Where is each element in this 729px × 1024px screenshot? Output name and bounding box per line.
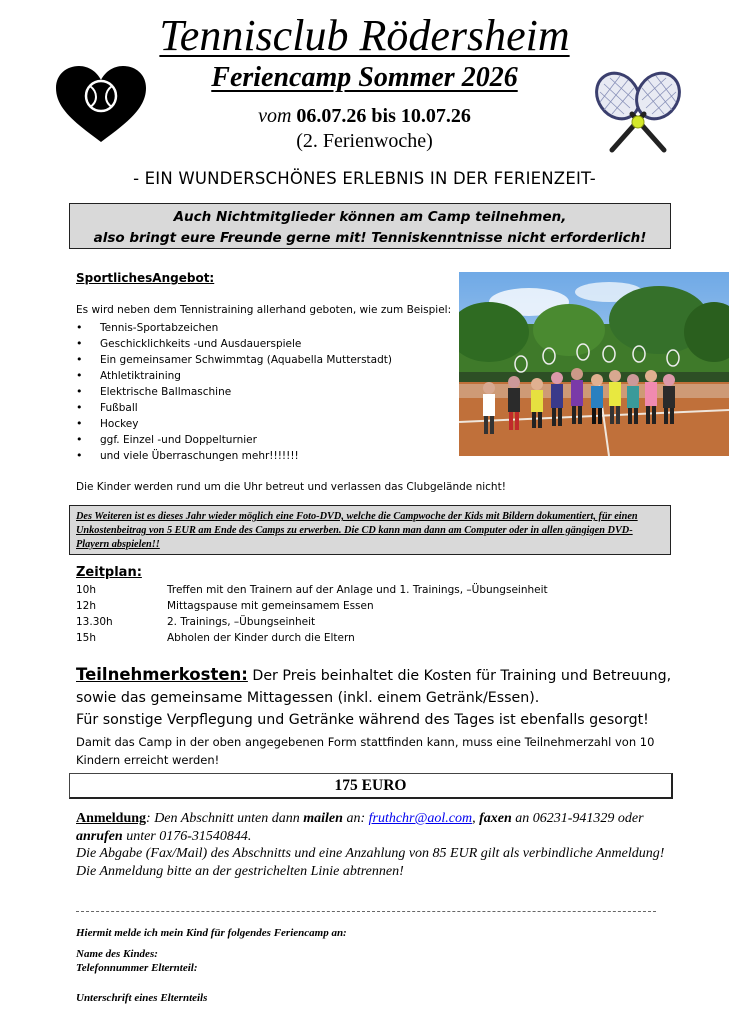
notice-line-1: Auch Nichtmitglieder können am Camp teilnehmen,	[173, 209, 567, 225]
slogan: - EIN WUNDERSCHÖNES ERLEBNIS IN DER FERIENZEIT-	[133, 169, 596, 188]
week-note: (2. Ferienwoche)	[296, 130, 433, 152]
list-item: • Athletiktraining	[76, 368, 392, 384]
list-item: • und viele Überraschungen mehr!!!!!!!	[76, 448, 392, 464]
schedule-row	[76, 582, 548, 598]
fax-word: faxen	[479, 811, 512, 826]
list-item: • ggf. Einzel -und Doppelturnier	[76, 432, 392, 448]
registration-binding-note: Die Abgabe (Fax/Mail) des Abschnitts und eine Anzahlung von 85 EUR gilt als verbindliche Anmeldung! Die Anmeldung bitte an der gestrichelten Linie abtrennen!	[76, 846, 665, 879]
registration-part: ,	[472, 811, 480, 826]
list-item: • Tennis-Sportabzeichen	[76, 320, 392, 336]
registration-part: an:	[342, 811, 369, 826]
form-child-name: Name des Kindes:	[76, 948, 158, 960]
notice-line-2: also bringt eure Freunde gerne mit! Tenniskenntnisse nicht erforderlich!	[93, 230, 647, 246]
sport-intro: Es wird neben dem Tennistraining allerhand geboten, wie zum Beispiel:	[76, 304, 452, 316]
list-item: • Geschicklichkeits -und Ausdauerspiele	[76, 336, 392, 352]
call-word: anrufen	[76, 828, 123, 844]
sport-list	[76, 320, 392, 464]
supervision-note: Die Kinder werden rund um die Uhr betreut und verlassen das Clubgelände nicht!	[76, 481, 506, 493]
form-intro: Hiermit melde ich mein Kind für folgendes Feriencamp an:	[76, 927, 347, 939]
dates-range: 06.07.26 bis 10.07.26	[296, 105, 471, 127]
schedule-text: Mittagspause mit gemeinsamem Essen	[167, 600, 374, 612]
costs-text-1: Der Preis beinhaltet die Kosten für Training und Betreuung, sowie das gemeinsame Mittagessen (inkl. einem Getränk/Essen).	[76, 668, 672, 706]
registration-heading: Anmeldung	[76, 811, 147, 826]
schedule-text: Abholen der Kinder durch die Eltern	[167, 632, 355, 644]
schedule-text: Treffen mit den Trainern auf der Anlage und 1. Trainings, –Übungseinheit	[167, 584, 548, 596]
sport-heading: SportlichesAngebot:	[76, 271, 215, 285]
registration-part: : Den Abschnitt unten dann	[146, 811, 304, 826]
dates-prefix: vom	[258, 105, 292, 127]
schedule-row	[76, 630, 355, 646]
costs-text-2: Für sonstige Verpflegung und Getränke während des Tages ist ebenfalls gesorgt!	[76, 712, 649, 728]
schedule-row	[76, 614, 315, 630]
schedule-text: 2. Trainings, –Übungseinheit	[167, 616, 316, 628]
schedule-time: 15h	[76, 632, 97, 644]
heart-tennis-ball-icon	[54, 64, 148, 144]
registration-part: an 06231-941329 oder	[511, 811, 644, 826]
registration-text	[76, 810, 676, 880]
list-item: • Elektrische Ballmaschine	[76, 384, 392, 400]
schedule-row	[76, 598, 374, 614]
list-item: • Fußball	[76, 400, 392, 416]
price-box: 175 EURO	[69, 773, 673, 799]
costs-section	[76, 664, 676, 731]
camp-subtitle: Feriencamp Sommer 2026	[211, 62, 518, 93]
costs-min-participants: Damit das Camp in der oben angegebenen Form stattfinden kann, muss eine Teilnehmerzahl von 10 Kindern erreicht werden!	[76, 735, 655, 767]
dashed-cut-line	[76, 911, 656, 912]
email-link[interactable]: fruthchr@aol.com	[368, 811, 473, 826]
schedule-time: 10h	[76, 584, 97, 596]
nonmembers-notice-box	[69, 203, 671, 249]
schedule-time: 12h	[76, 600, 97, 612]
camp-group-photo	[459, 272, 729, 456]
form-signature: Unterschrift eines Elternteils	[76, 992, 208, 1004]
list-item: • Ein gemeinsamer Schwimmtag (Aquabella Mutterstadt)	[76, 352, 392, 368]
schedule-heading: Zeitplan:	[76, 565, 142, 580]
form-parent-phone: Telefonnummer Elternteil:	[76, 962, 198, 974]
registration-part: unter 0176-31540844.	[122, 828, 252, 844]
schedule-time: 13.30h	[76, 616, 113, 628]
list-item: • Hockey	[76, 416, 392, 432]
page-title: Tennisclub Rödersheim	[159, 11, 570, 60]
mail-word: mailen	[303, 811, 343, 826]
dvd-notice-box: Des Weiteren ist es dieses Jahr wieder möglich eine Foto-DVD, welche die Campwoche der Kids mit Bildern dokumentiert, für einen Unkostenbeitrag von 5 EUR am Ende des Camps zu erwerben. Die CD kann man dann am Computer oder in allen gängigen DVD-Playern abspielen!!	[69, 505, 671, 555]
costs-heading: Teilnehmerkosten:	[76, 665, 248, 684]
crossed-rackets-icon	[592, 70, 684, 154]
